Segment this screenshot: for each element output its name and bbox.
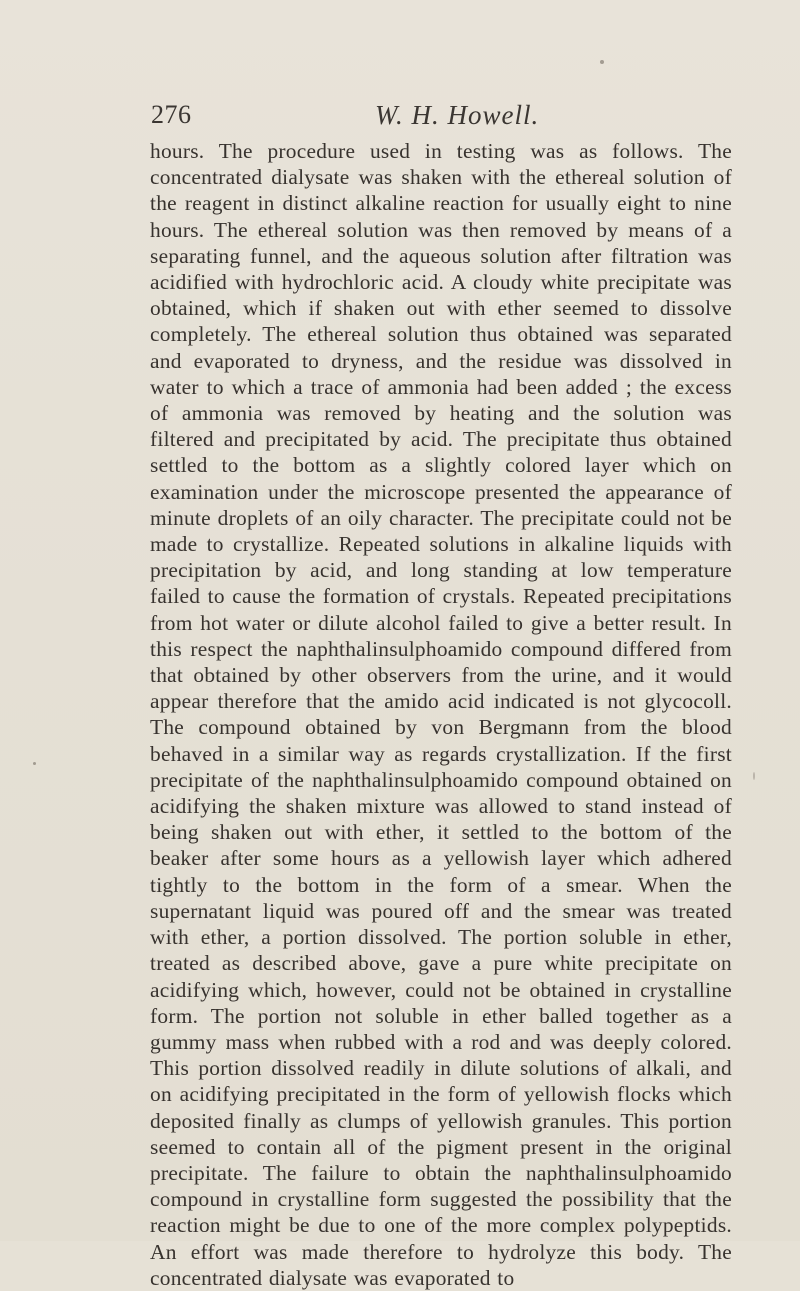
paper-speck-mark xyxy=(33,762,36,765)
page-header xyxy=(151,100,731,140)
page-number: 276 xyxy=(151,100,192,129)
paper-speck-mark xyxy=(600,60,604,64)
paper-speck-mark xyxy=(712,1221,715,1224)
paper-speck-mark xyxy=(753,772,755,780)
running-head: W. H. Howell. xyxy=(375,100,540,130)
body-paragraph: hours. The procedure used in testing was as follows. The concentrated dialysate was shaken with the ethereal solution of the reagent in distinct alkaline reaction for usually eight to nine hours. The ethereal solution was then removed by means of a separating funnel, and the aqueous solution after filtration was acidified with hydrochloric acid. A cloudy white precipitate was obtained, which if shaken out with ether seemed to dissolve completely. The ethereal solution thus obtained was separated and evaporated to dryness, and the residue was dissolved in water to which a trace of ammonia had been added ; the excess of ammonia was removed by heating and the solution was filtered and precipitated by acid. The precipitate thus obtained settled to the bottom as a slightly colored layer which on examination under the microscope presented the appearance of minute droplets of an oily character. The precipitate could not be made to crystallize. Repeated solutions in alkaline liquids with precipitation by acid, and long standing at low temperature failed to cause the formation of crystals. Repeated precipitations from hot water or dilute alcohol failed to give a better result. In this respect the naphthalinsulphoamido compound differed from that obtained by other observers from the urine, and it would appear therefore that the amido acid indicated is not glycocoll. The compound obtained by von Bergmann from the blood behaved in a similar way as regards crystallization. If the first precipitate of the naphthalinsulphoamido compound obtained on acidifying the shaken mixture was allowed to stand instead of being shaken out with ether, it settled to the bottom of the beaker after some hours as a yellowish layer which adhered tightly to the bottom in the form of a smear. When the supernatant liquid was poured off and the smear was treated with ether, a portion dissolved. The portion soluble in ether, treated as described above, gave a pure white precipitate on acidifying which, however, could not be obtained in crystalline form. The portion not soluble in ether balled together as a gummy mass when rubbed with a rod and was deeply colored. This portion dissolved readily in dilute solutions of alkali, and on acidifying precipitated in the form of yellowish flocks which deposited finally as clumps of yellowish granules. This portion seemed to contain all of the pigment present in the original precipitate. The failure to obtain the naphthalinsulphoamido compound in crystalline form suggested the possibility that the reaction might be due to one of the more complex polypeptids. An effort was made therefore to hydrolyze this body. The concentrated dialysate was evaporated to xyxy=(150,139,732,1290)
